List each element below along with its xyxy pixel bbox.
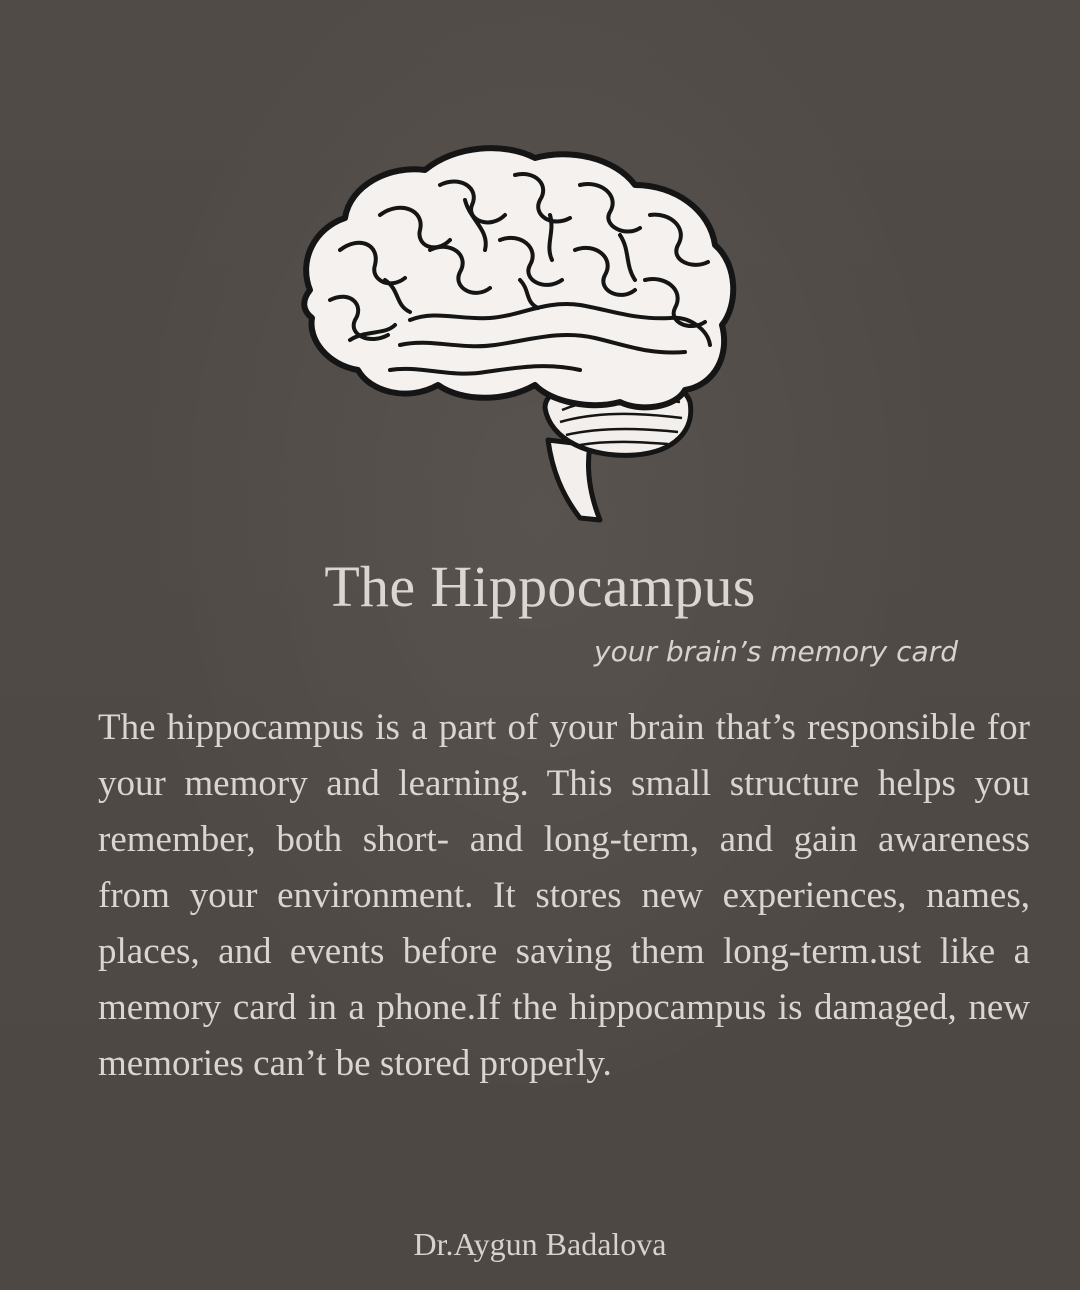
body-paragraph: The hippocampus is a part of your brain that’s responsible for your memory and learning. This small structure helps you remember, both short- and long-term, and gain awareness from your environment. It stores new experiences, names, places, and events before saving them long-term.ust like a memory card in a phone.If the hippocampus is damaged, new memories can’t be stored properly. [98,707,1030,1084]
author-signature: Dr.Aygun Badalova [413,1226,667,1262]
brain-illustration [290,140,750,525]
subtitle: your brain’s memory card [594,635,958,668]
page-title: The Hippocampus [324,554,756,619]
brain-icon [290,140,750,525]
